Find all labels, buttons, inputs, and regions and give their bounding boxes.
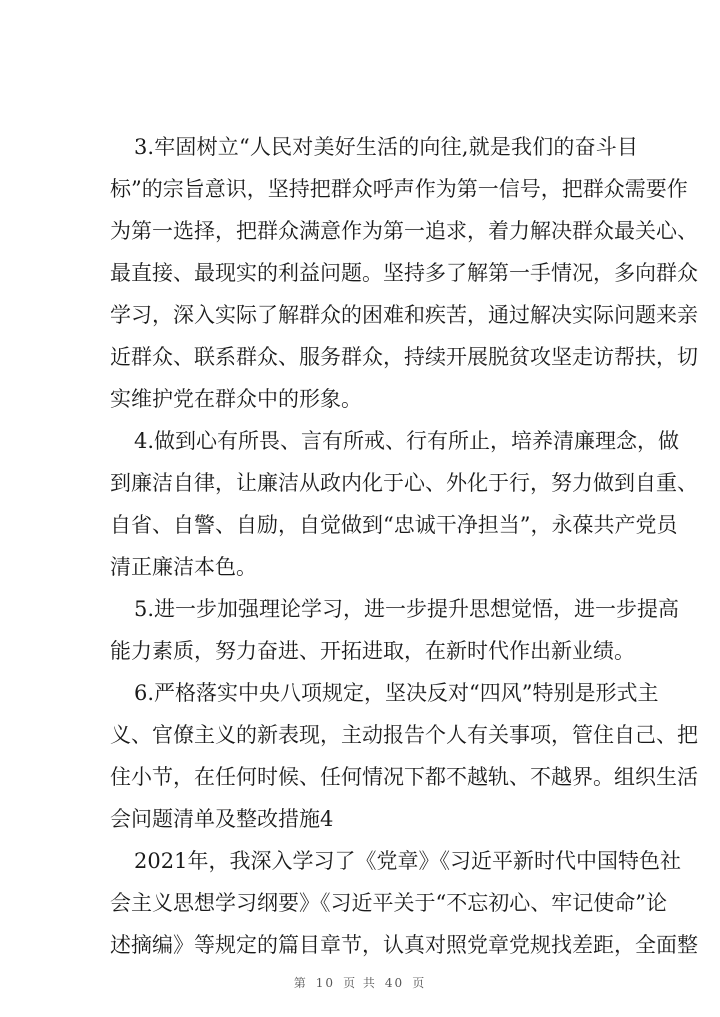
paragraph-line: 最直接、最现实的利益问题。坚持多了解第一手情况，多向群众 (110, 261, 698, 285)
paragraph-line: 述摘编》等规定的篇目章节，认真对照党章党规找差距，全面整 (110, 933, 698, 957)
paragraph-line: 为第一选择，把群众满意作为第一追求，着力解决群众最关心、 (110, 219, 698, 243)
current-page-number: 10 (315, 976, 336, 990)
paragraph-line: 清正廉洁本色。 (110, 555, 257, 579)
paragraph-line: 会主义思想学习纲要》《习近平关于“不忘初心、牢记使命”论 (110, 891, 667, 915)
paragraph-line: 标”的宗旨意识，坚持把群众呼声作为第一信号，把群众需要作 (110, 177, 688, 201)
paragraph-line: 4.做到心有所畏、言有所戒、行有所止，培养清廉理念，做 (134, 429, 680, 453)
paragraph-line: 义、官僚主义的新表现，主动报告个人有关事项，管住自己、把 (110, 723, 698, 747)
paragraph-line: 3.牢固树立“人民对美好生活的向往,就是我们的奋斗目 (134, 135, 638, 159)
paragraph-line: 能力素质，努力奋进、开拓进取，在新时代作出新业绩。 (110, 639, 635, 663)
paragraph-line: 5.进一步加强理论学习，进一步提升思想觉悟，进一步提高 (134, 597, 680, 621)
paragraph-line: 会问题清单及整改措施4 (110, 807, 334, 831)
paragraph-line: 2021年，我深入学习了《党章》《习近平新时代中国特色社 (134, 849, 681, 873)
footer-middle: 页 共 (343, 976, 377, 990)
total-pages-number: 40 (384, 976, 405, 990)
footer-suffix: 页 (412, 976, 427, 990)
paragraph-line: 6.严格落实中央八项规定，坚决反对“四风”特别是形式主 (134, 681, 659, 705)
paragraph-line: 住小节，在任何时候、任何情况下都不越轨、不越界。组织生活 (110, 765, 698, 789)
paragraph-line: 学习，深入实际了解群众的困难和疾苦，通过解决实际问题来亲 (110, 303, 698, 327)
paragraph-line: 自省、自警、自励，自觉做到“忠诚干净担当”，永葆共产党员 (110, 513, 678, 537)
paragraph-line: 到廉洁自律，让廉洁从政内化于心、外化于行，努力做到自重、 (110, 471, 698, 495)
page-footer (0, 974, 720, 991)
paragraph-line: 实维护党在群众中的形象。 (110, 387, 362, 411)
paragraph-line: 近群众、联系群众、服务群众，持续开展脱贫攻坚走访帮扶，切 (110, 345, 698, 369)
footer-prefix: 第 (293, 976, 308, 990)
